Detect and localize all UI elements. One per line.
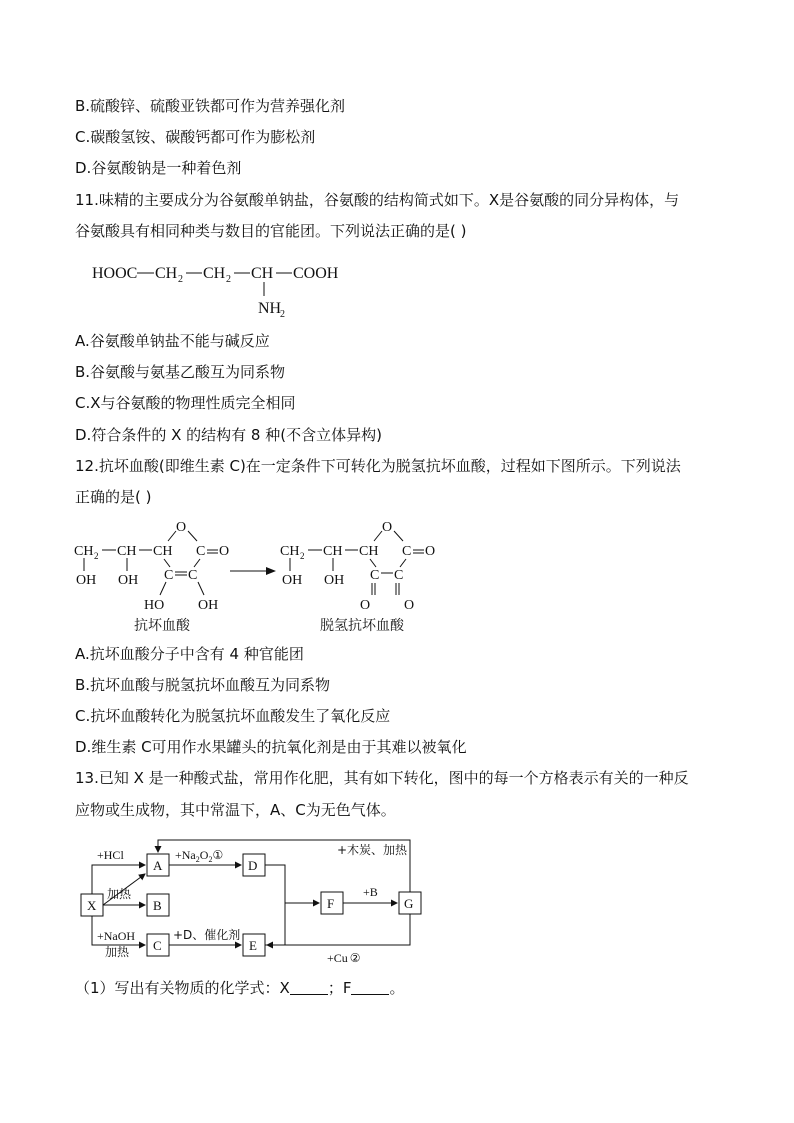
q11-option-d: D.符合条件的 X 的结构有 8 种(不含立体异构) — [75, 426, 382, 444]
left-ch: CH — [117, 544, 137, 559]
glutamic-acid-structure — [88, 258, 388, 320]
q10-option-d: D.谷氨酸钠是一种着色剂 — [75, 159, 242, 177]
box-b — [147, 894, 169, 916]
right-c-right: C — [394, 568, 404, 583]
dehydroascorbic-acid-label: 脱氢抗坏血酸 — [320, 618, 404, 634]
right-o-left: O — [360, 598, 371, 613]
svg-text:F: F — [327, 896, 335, 911]
box-f — [321, 892, 343, 914]
left-ho: HO — [144, 598, 165, 613]
formula-ch2-b: CH — [203, 265, 226, 282]
q12-option-c: C.抗坏血酸转化为脱氢抗坏血酸发生了氧化反应 — [75, 707, 391, 725]
box-d — [243, 854, 265, 876]
right-ch: CH — [323, 544, 343, 559]
formula-nh2-sub: 2 — [280, 309, 285, 320]
q13-stem-line2: 应物或生成物，其中常温下，A、C为无色气体。 — [75, 801, 396, 819]
right-o-carbonyl: O — [425, 544, 436, 559]
svg-text:C: C — [153, 938, 162, 953]
label-d-catalyst: +D、催化剂 — [173, 928, 241, 942]
box-g — [399, 892, 421, 914]
q12-stem-line2: 正确的是( ) — [75, 488, 152, 506]
q13-stem-line1: 13.已知 X 是一种酸式盐，常用作化肥，其有如下转化，图中的每一个方格表示有关的一种反 — [75, 769, 689, 787]
formula-ch2-a-sub: 2 — [178, 274, 183, 285]
q11-stem-line1: 11.味精的主要成分为谷氨酸单钠盐，谷氨酸的结构简式如下。X是谷氨酸的同分异构体，与 — [75, 191, 680, 209]
formula-cooh: COOH — [293, 265, 339, 282]
dehydroascorbic-acid-structure — [280, 520, 435, 634]
sub1-end: 。 — [389, 979, 405, 997]
label-cu: +Cu ② — [327, 951, 361, 965]
right-ring-o: O — [382, 520, 393, 535]
left-oh-2: OH — [118, 573, 139, 588]
conversion-flow-diagram — [75, 832, 435, 972]
right-c-left: C — [370, 568, 380, 583]
formula-hooc: HOOC — [92, 265, 138, 282]
label-heat-2: 加热 — [105, 945, 130, 959]
q11-option-c: C.X与谷氨酸的物理性质完全相同 — [75, 394, 296, 412]
right-ch2-sub: 2 — [300, 551, 305, 561]
reaction-arrow-head — [266, 567, 276, 575]
right-oh-2: OH — [324, 573, 345, 588]
svg-text:A: A — [153, 858, 163, 873]
q10-option-b: B.硫酸锌、硫酸亚铁都可作为营养强化剂 — [75, 97, 346, 115]
box-c — [147, 934, 169, 956]
left-c-carbonyl: C — [196, 544, 206, 559]
right-ch2: CH — [280, 544, 300, 559]
left-oh-3: OH — [198, 598, 219, 613]
q12-option-b: B.抗坏血酸与脱氢抗坏血酸互为同系物 — [75, 676, 331, 694]
left-o-carbonyl: O — [219, 544, 230, 559]
box-a — [147, 854, 169, 876]
left-ring-o: O — [176, 520, 187, 535]
q10-option-c: C.碳酸氢铵、碳酸钙都可作为膨松剂 — [75, 128, 316, 146]
left-ch2: CH — [74, 544, 94, 559]
label-naoh: +NaOH — [97, 929, 136, 943]
answer-blank-f[interactable] — [351, 980, 389, 995]
left-c-left: C — [164, 568, 174, 583]
svg-text:G: G — [404, 896, 414, 911]
q11-stem-line2: 谷氨酸具有相同种类与数目的官能团。下列说法正确的是( ) — [75, 222, 467, 240]
right-c-carbonyl: C — [402, 544, 412, 559]
left-ch-ring: CH — [153, 544, 173, 559]
q12-option-d: D.维生素 C可用作水果罐头的抗氧化剂是由于其难以被氧化 — [75, 738, 467, 756]
ascorbic-acid-label: 抗坏血酸 — [134, 618, 190, 634]
box-x — [81, 894, 103, 916]
right-oh-1: OH — [282, 573, 303, 588]
label-na2o2: $+Na_2O_2①$ — [175, 848, 224, 864]
q13-sub-question-1 — [75, 978, 404, 998]
formula-ch2-b-sub: 2 — [226, 274, 231, 285]
formula-ch: CH — [251, 265, 274, 282]
svg-text:B: B — [153, 898, 162, 913]
sub1-text: （1）写出有关物质的化学式：X — [75, 979, 290, 997]
left-oh-1: OH — [76, 573, 97, 588]
left-ch2-sub: 2 — [94, 551, 99, 561]
box-e — [243, 934, 265, 956]
q11-option-b: B.谷氨酸与氨基乙酸互为同系物 — [75, 363, 286, 381]
ascorbic-acid-reaction — [70, 515, 450, 637]
label-hcl: +HCl — [97, 848, 124, 862]
q12-option-a: A.抗坏血酸分子中含有 4 种官能团 — [75, 645, 304, 663]
q11-option-a: A.谷氨酸单钠盐不能与碱反应 — [75, 332, 270, 350]
right-ch-ring: CH — [359, 544, 379, 559]
answer-blank-x[interactable] — [290, 980, 328, 995]
label-plus-b: +B — [363, 885, 378, 899]
svg-text:D: D — [248, 858, 258, 873]
sub1-sep: ；F — [327, 979, 352, 997]
svg-text:E: E — [249, 938, 257, 953]
q12-stem-line1: 12.抗坏血酸(即维生素 C)在一定条件下可转化为脱氢抗坏血酸，过程如下图所示。下列说法 — [75, 457, 681, 475]
formula-nh2: NH — [258, 300, 282, 317]
formula-ch2-a: CH — [155, 265, 178, 282]
right-o-right: O — [404, 598, 415, 613]
svg-text:X: X — [87, 898, 97, 913]
left-c-right: C — [188, 568, 198, 583]
label-charcoal: +木炭、加热 — [337, 843, 408, 857]
label-heat-1: 加热 — [107, 887, 132, 901]
ascorbic-acid-structure — [74, 520, 229, 634]
